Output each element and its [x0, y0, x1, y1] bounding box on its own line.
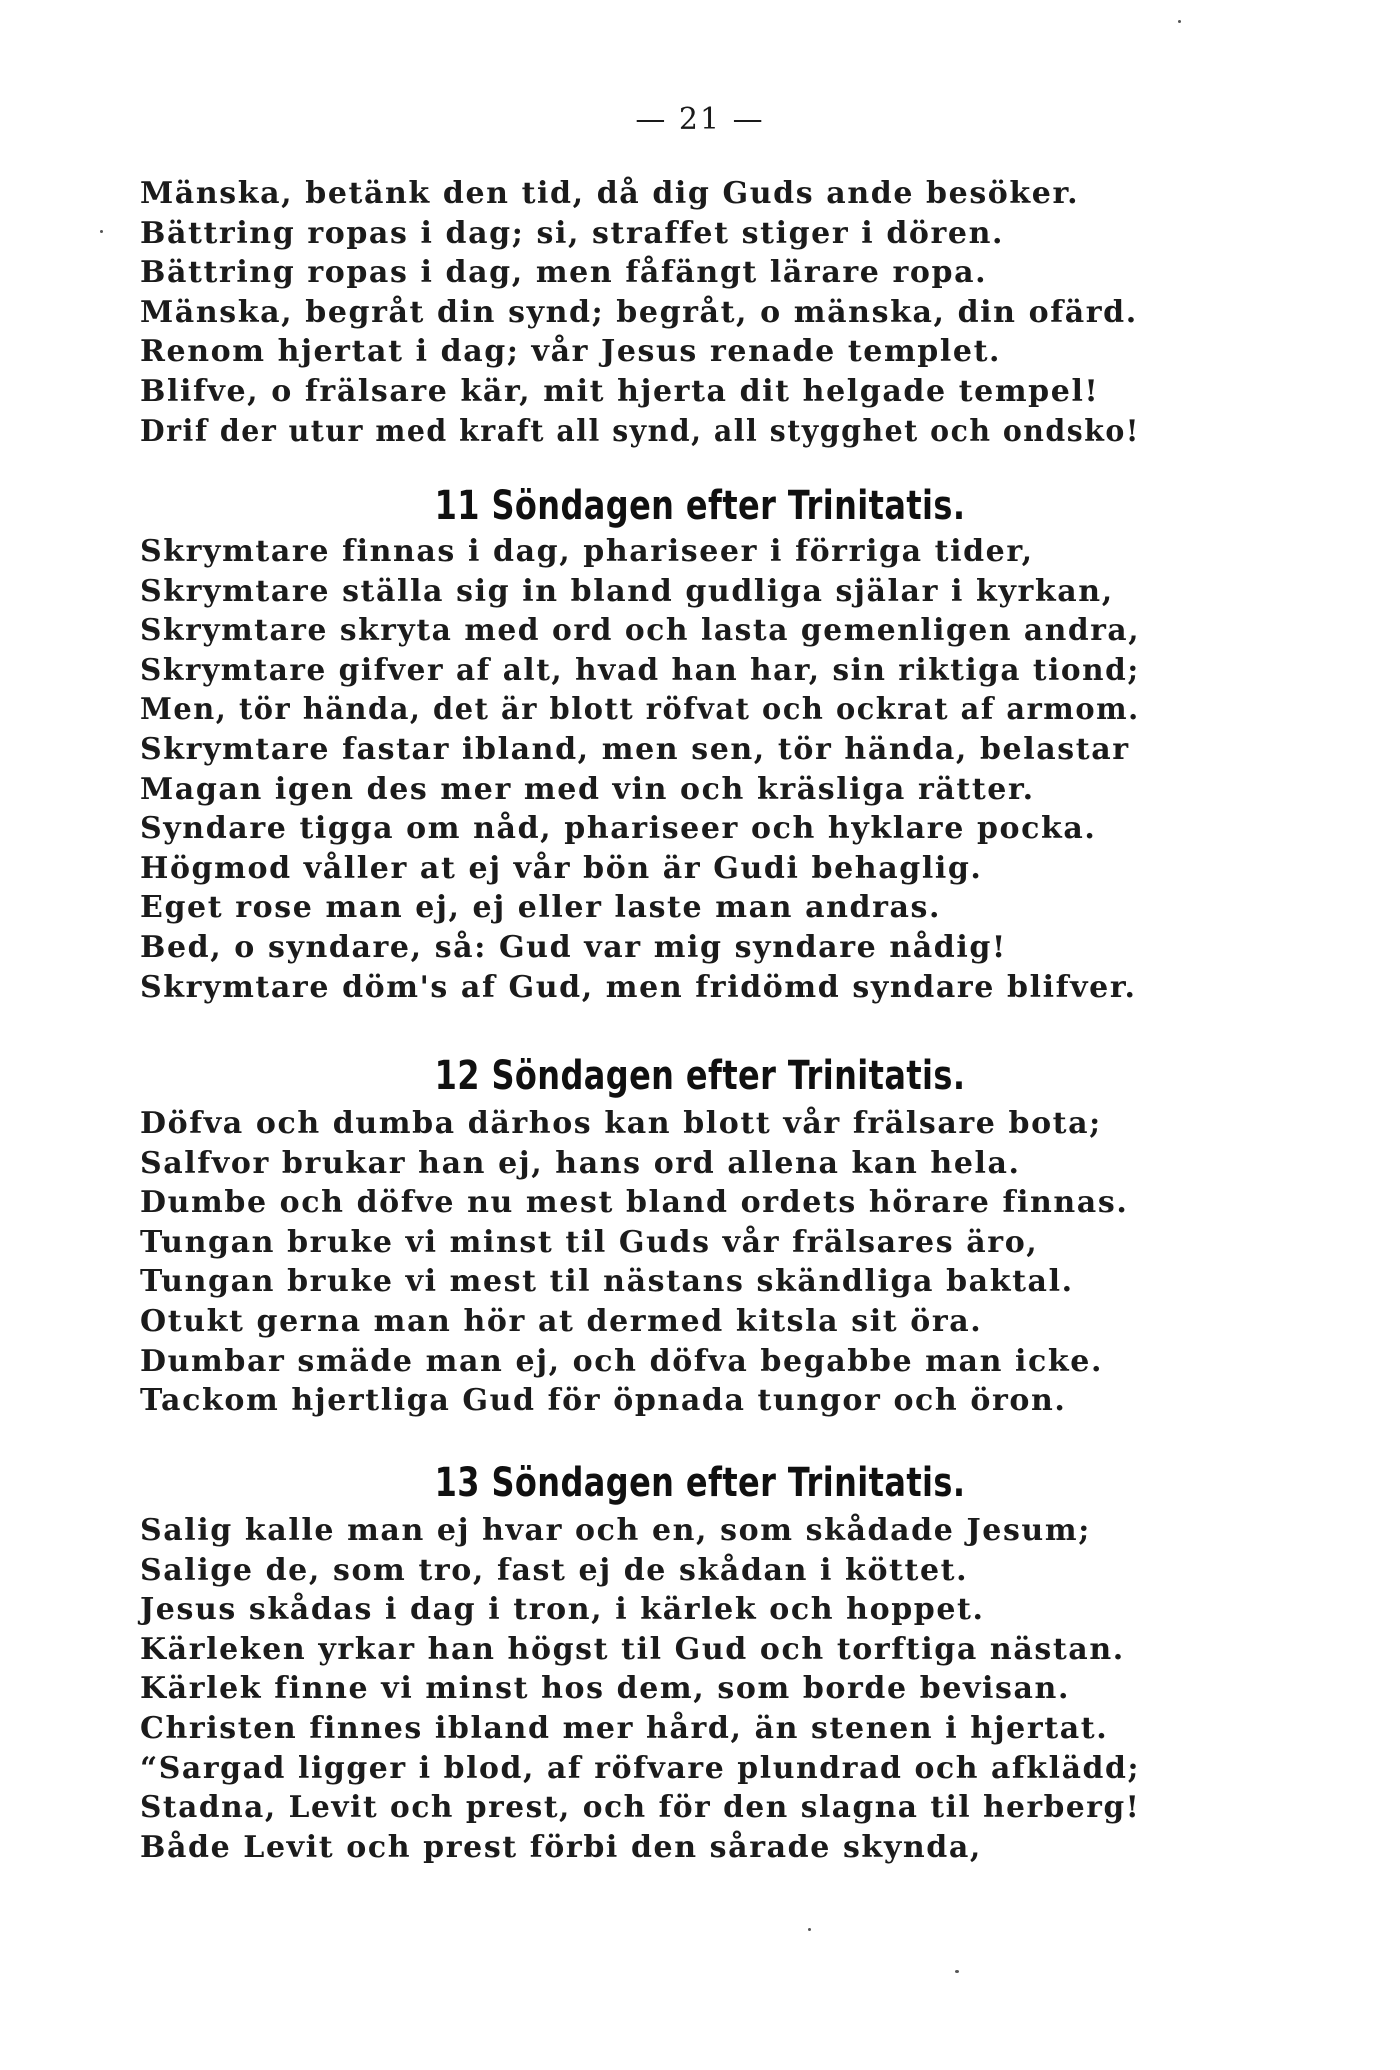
verse-line: Syndare tigga om nåd, phariseer och hyklare pocka.: [140, 811, 1097, 847]
verse-line: Tackom hjertliga Gud för öpnada tungor och öron.: [140, 1383, 1067, 1419]
verse-line: Tungan bruke vi minst til Guds vår frälsares äro,: [140, 1224, 1039, 1260]
verse-line: Magan igen des mer med vin och kräsliga rätter.: [140, 771, 1035, 807]
verse-line: Dumbe och döfve nu mest bland ordets hörare finnas.: [140, 1185, 1129, 1221]
verse-line: Skrymtare fastar ibland, men sen, tör hända, belastar: [140, 731, 1130, 767]
verse-line: Bättring ropas i dag, men fåfängt lärare ropa.: [140, 255, 988, 291]
verse-line: Kärleken yrkar han högst til Gud och torftiga nästan.: [140, 1631, 1125, 1667]
page-number: — 21 —: [635, 102, 765, 137]
verse-line: Skrymtare finnas i dag, phariseer i förriga tider,: [140, 534, 1034, 569]
verse-line: Kärlek finne vi minst hos dem, som borde bevisan.: [140, 1671, 1071, 1707]
verse-line: Tungan bruke vi mest til nästans skändliga baktal.: [140, 1264, 1074, 1300]
verse-line: Skrymtare gifver af alt, hvad han har, sin riktiga tiond;: [140, 652, 1140, 688]
verse-line: Bed, o syndare, så: Gud var mig syndare nådig!: [140, 929, 1007, 965]
verse-line: Men, tör hända, det är blott röfvat och ockrat af armom.: [140, 692, 1140, 728]
verse-line: Skrymtare döm's af Gud, men fridömd syndare blifver.: [140, 969, 1137, 1005]
section-verse: [140, 1511, 1140, 1867]
verse-line: “Sargad ligger i blod, af röfvare plundrad och afklädd;: [140, 1750, 1141, 1786]
verse-line: Salfvor brukar han ej, hans ord allena kan hela.: [140, 1145, 1021, 1181]
verse-line: Döfva och dumba därhos kan blott vår frälsare bota;: [140, 1106, 1102, 1141]
verse-line: Eget rose man ej, ej eller laste man andras.: [140, 890, 942, 926]
print-speck: [955, 1970, 959, 1973]
print-speck: [808, 1928, 811, 1931]
verse-line: Skrymtare skryta med ord och lasta gemenligen andra,: [140, 613, 1141, 649]
verse-line: Blifve, o frälsare kär, mit hjerta dit helgade tempel!: [140, 373, 1100, 409]
verse-line: Högmod våller at ej vår bön är Gudi behaglig.: [140, 850, 983, 886]
verse-line: Skrymtare ställa sig in bland gudliga själar i kyrkan,: [140, 573, 1114, 609]
verse-line: Drif der utur med kraft all synd, all stygghet och ondsko!: [140, 413, 1140, 449]
verse-line: Dumbar smäde man ej, och döfva begabbe man icke.: [140, 1343, 1104, 1379]
verse-line: Bättring ropas i dag; si, straffet stiger i dören.: [140, 215, 1005, 251]
section-verse: [140, 532, 1140, 1007]
verse-line: Mänska, begråt din synd; begråt, o mänska, din ofärd.: [140, 294, 1138, 330]
verse-line: Mänska, betänk den tid, då dig Guds ande besöker.: [140, 176, 1080, 211]
verse-line: Otukt gerna man hör at dermed kitsla sit öra.: [140, 1303, 983, 1339]
verse-line: Jesus skådas i dag i tron, i kärlek och hoppet.: [140, 1592, 985, 1628]
intro-verse: [140, 174, 1140, 451]
section-heading: 12 Söndagen efter Trinitatis.: [434, 1053, 966, 1099]
verse-line: Salig kalle man ej hvar och en, som skådade Jesum;: [140, 1513, 1091, 1548]
section-heading: 11 Söndagen efter Trinitatis.: [434, 483, 966, 529]
verse-line: Christen finnes ibland mer hård, än stenen i hjertat.: [140, 1710, 1109, 1746]
section-heading: 13 Söndagen efter Trinitatis.: [434, 1460, 966, 1506]
print-speck: [100, 230, 103, 233]
verse-line: Stadna, Levit och prest, och för den slagna til herberg!: [140, 1790, 1141, 1826]
verse-line: Renom hjertat i dag; vår Jesus renade templet.: [140, 334, 1002, 370]
print-speck: [1178, 20, 1181, 23]
section-verse: [140, 1104, 1140, 1421]
verse-line: Både Levit och prest förbi den sårade skynda,: [140, 1829, 982, 1865]
verse-line: Salige de, som tro, fast ej de skådan i köttet.: [140, 1552, 969, 1588]
